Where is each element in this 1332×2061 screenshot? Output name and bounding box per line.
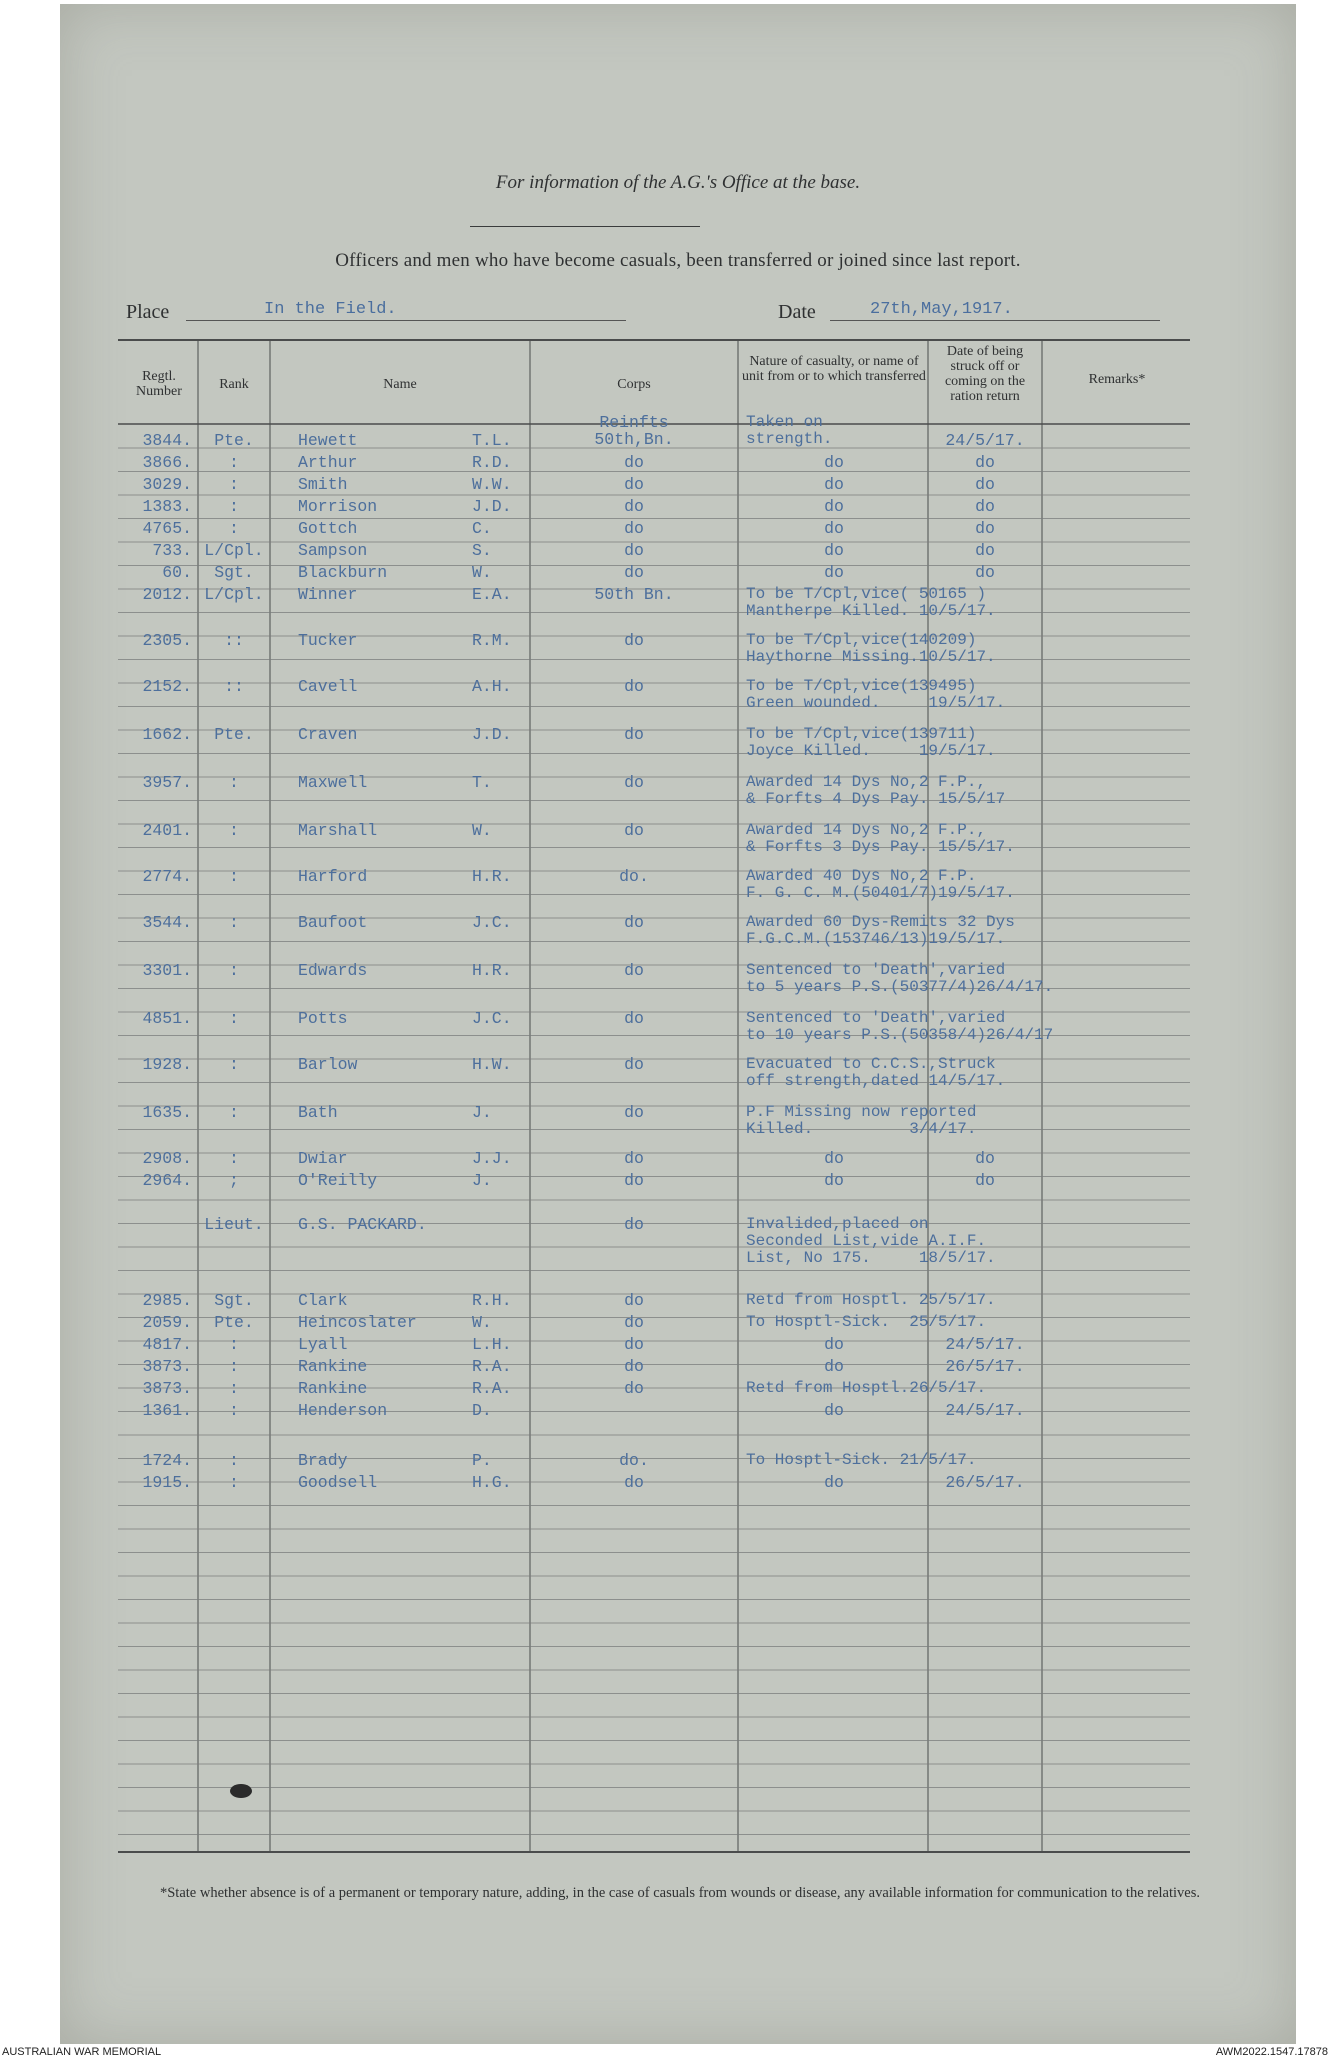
row-initials: H.R. bbox=[472, 961, 512, 980]
row-name: Arthur bbox=[298, 453, 358, 472]
row-rank: : bbox=[229, 497, 239, 516]
row-regtl-number: 3029. bbox=[142, 475, 192, 494]
row-initials: A.H. bbox=[472, 677, 512, 696]
row-initials: H.R. bbox=[472, 867, 512, 886]
row-rank: : bbox=[229, 1055, 239, 1074]
row-rank: : bbox=[229, 867, 239, 886]
row-initials: R.A. bbox=[472, 1379, 512, 1398]
ink-blot bbox=[230, 1784, 252, 1798]
row-nature: Awarded 60 Dys-Remits 32 Dys F.G.C.M.(153746/13)19/5/17. bbox=[746, 913, 1015, 948]
row-regtl-number: 1383. bbox=[142, 497, 192, 516]
date-label: Date bbox=[778, 301, 816, 323]
row-corps: do bbox=[624, 1055, 644, 1074]
row-regtl-number: 3866. bbox=[142, 453, 192, 472]
row-regtl-number: 2964. bbox=[142, 1171, 192, 1190]
row-rank: Pte. bbox=[214, 725, 254, 744]
row-regtl-number: 3957. bbox=[142, 773, 192, 792]
row-corps: do bbox=[624, 821, 644, 840]
row-rank: : bbox=[229, 1473, 239, 1492]
row-nature: Awarded 14 Dys No,2 F.P., & Forfts 4 Dys Pay. 15/5/17 bbox=[746, 773, 1006, 808]
row-name: Lyall bbox=[298, 1335, 348, 1354]
row-corps: do bbox=[624, 1103, 644, 1122]
row-corps: do bbox=[624, 1473, 644, 1492]
row-initials: R.A. bbox=[472, 1357, 512, 1376]
row-rank: : bbox=[229, 961, 239, 980]
row-nature: Evacuated to C.C.S.,Struck off strength,dated 14/5/17. bbox=[746, 1055, 1006, 1090]
row-initials: W. bbox=[472, 563, 492, 582]
row-nature: do bbox=[824, 563, 844, 582]
date-value: 27th,May,1917. bbox=[870, 300, 1013, 319]
row-initials: L.H. bbox=[472, 1335, 512, 1354]
row-regtl-number: 2774. bbox=[142, 867, 192, 886]
row-corps: do bbox=[624, 497, 644, 516]
row-regtl-number: 2401. bbox=[142, 821, 192, 840]
row-corps: do bbox=[624, 677, 644, 696]
row-name: Potts bbox=[298, 1009, 348, 1028]
row-name: Rankine bbox=[298, 1357, 368, 1376]
row-rank: : bbox=[229, 1401, 239, 1420]
row-name: Maxwell bbox=[298, 773, 368, 792]
row-initials: H.W. bbox=[472, 1055, 512, 1074]
row-initials: W.W. bbox=[472, 475, 512, 494]
row-rank: ; bbox=[229, 1171, 239, 1190]
row-regtl-number: 1662. bbox=[142, 725, 192, 744]
row-date: do bbox=[975, 497, 995, 516]
row-nature: P.F Missing now reported Killed. 3/4/17. bbox=[746, 1103, 977, 1138]
row-corps: do bbox=[624, 1215, 644, 1234]
row-regtl-number: 4765. bbox=[142, 519, 192, 538]
row-initials: J.C. bbox=[472, 1009, 512, 1028]
row-date: do bbox=[975, 541, 995, 560]
row-date: do bbox=[975, 519, 995, 538]
row-name: Blackburn bbox=[298, 563, 388, 582]
row-name: Henderson bbox=[298, 1401, 388, 1420]
row-nature: do bbox=[824, 1357, 844, 1376]
row-initials: H.G. bbox=[472, 1473, 512, 1492]
row-nature: do bbox=[824, 1335, 844, 1354]
row-date: 24/5/17. bbox=[945, 431, 1025, 450]
row-regtl-number: 1361. bbox=[142, 1401, 192, 1420]
place-value: In the Field. bbox=[264, 300, 397, 319]
row-regtl-number: 1635. bbox=[142, 1103, 192, 1122]
row-name: Rankine bbox=[298, 1379, 368, 1398]
row-name: Harford bbox=[298, 867, 368, 886]
row-name: G.S. PACKARD. bbox=[298, 1215, 427, 1234]
row-date: do bbox=[975, 1149, 995, 1168]
row-regtl-number: 1928. bbox=[142, 1055, 192, 1074]
row-date: do bbox=[975, 1171, 995, 1190]
row-name: Heincoslater bbox=[298, 1313, 417, 1332]
row-nature: do bbox=[824, 497, 844, 516]
row-corps: 50th Bn. bbox=[594, 585, 674, 604]
row-name: Baufoot bbox=[298, 913, 368, 932]
row-regtl-number: 2152. bbox=[142, 677, 192, 696]
row-nature: Invalided,placed on Seconded List,vide A.I.F. List, No 175. 18/5/17. bbox=[746, 1215, 996, 1267]
row-name: Craven bbox=[298, 725, 358, 744]
row-rank: : bbox=[229, 1103, 239, 1122]
row-regtl-number: 4817. bbox=[142, 1335, 192, 1354]
header-rank: Rank bbox=[219, 377, 249, 392]
row-corps: do bbox=[624, 1149, 644, 1168]
row-regtl-number: 3873. bbox=[142, 1379, 192, 1398]
row-corps: do bbox=[624, 1009, 644, 1028]
row-corps: do bbox=[624, 1379, 644, 1398]
row-initials: J. bbox=[472, 1103, 492, 1122]
row-initials: J.D. bbox=[472, 725, 512, 744]
row-regtl-number: 2012. bbox=[142, 585, 192, 604]
row-rank: : bbox=[229, 453, 239, 472]
row-name: Sampson bbox=[298, 541, 368, 560]
row-nature: Sentenced to 'Death',varied to 10 years P.S.(50358/4)26/4/17 bbox=[746, 1009, 1054, 1044]
row-name: Morrison bbox=[298, 497, 378, 516]
row-rank: : bbox=[229, 821, 239, 840]
row-regtl-number: 3844. bbox=[142, 431, 192, 450]
row-corps: do bbox=[624, 961, 644, 980]
row-regtl-number: 1724. bbox=[142, 1451, 192, 1470]
archive-caption-left: AUSTRALIAN WAR MEMORIAL bbox=[2, 2046, 162, 2058]
page-heading: For information of the A.G.'s Office at the base. bbox=[495, 172, 861, 193]
row-name: Brady bbox=[298, 1451, 348, 1470]
row-name: Marshall bbox=[298, 821, 378, 840]
header-date-struck: Date of being struck off or coming on the ration return bbox=[944, 344, 1026, 404]
row-nature: do bbox=[824, 1149, 844, 1168]
row-name: Cavell bbox=[298, 677, 358, 696]
row-rank: Sgt. bbox=[214, 1291, 254, 1310]
row-corps: do bbox=[624, 1313, 644, 1332]
row-corps: do bbox=[624, 475, 644, 494]
row-rank: :: bbox=[224, 677, 244, 696]
row-corps: do bbox=[624, 1357, 644, 1376]
row-initials: R.H. bbox=[472, 1291, 512, 1310]
row-rank: Pte. bbox=[214, 431, 254, 450]
row-rank: : bbox=[229, 1149, 239, 1168]
row-regtl-number: 4851. bbox=[142, 1009, 192, 1028]
row-rank: : bbox=[229, 1357, 239, 1376]
row-initials: W. bbox=[472, 1313, 492, 1332]
row-initials: T.L. bbox=[472, 431, 512, 450]
row-corps: do bbox=[624, 563, 644, 582]
row-rank: Sgt. bbox=[214, 563, 254, 582]
row-nature: To be T/Cpl,vice( 50165 ) Mantherpe Killed. 10/5/17. bbox=[746, 585, 996, 620]
row-name: Hewett bbox=[298, 431, 358, 450]
row-initials: E.A. bbox=[472, 585, 512, 604]
row-name: O'Reilly bbox=[298, 1171, 378, 1190]
header-regtl-number: Regtl. Number bbox=[136, 369, 182, 399]
document-page bbox=[60, 4, 1296, 2044]
row-nature: To Hosptl-Sick. 21/5/17. bbox=[746, 1451, 977, 1469]
row-date: 24/5/17. bbox=[945, 1401, 1025, 1420]
row-date: 26/5/17. bbox=[945, 1357, 1025, 1376]
row-nature: To be T/Cpl,vice(139495) Green wounded. 19/5/17. bbox=[746, 677, 1006, 712]
row-corps: do bbox=[624, 1291, 644, 1310]
row-rank: : bbox=[229, 519, 239, 538]
row-name: Dwiar bbox=[298, 1149, 348, 1168]
row-date: 24/5/17. bbox=[945, 1335, 1025, 1354]
row-nature: do bbox=[824, 519, 844, 538]
row-rank: Pte. bbox=[214, 1313, 254, 1332]
row-name: Smith bbox=[298, 475, 348, 494]
row-regtl-number: 733. bbox=[152, 541, 192, 560]
row-rank: : bbox=[229, 773, 239, 792]
row-regtl-number: 2305. bbox=[142, 631, 192, 650]
row-rank: : bbox=[229, 913, 239, 932]
row-name: Bath bbox=[298, 1103, 338, 1122]
row-initials: J. bbox=[472, 1171, 492, 1190]
row-rank: L/Cpl. bbox=[204, 585, 264, 604]
row-corps: do. bbox=[619, 867, 649, 886]
header-nature: Nature of casualty, or name of unit from or to which transferred bbox=[742, 354, 926, 384]
row-rank: L/Cpl. bbox=[204, 541, 264, 560]
footnote: *State whether absence is of a permanent or temporary nature, adding, in the case of casuals from wounds or disease, any available information for communication to the relatives. bbox=[159, 1885, 1201, 1901]
header-remarks: Remarks* bbox=[1088, 372, 1146, 387]
row-rank: : bbox=[229, 1335, 239, 1354]
row-name: Edwards bbox=[298, 961, 368, 980]
row-nature: Awarded 14 Dys No,2 F.P., & Forfts 3 Dys Pay. 15/5/17. bbox=[746, 821, 1015, 856]
row-initials: C. bbox=[472, 519, 492, 538]
row-rank: :: bbox=[224, 631, 244, 650]
row-nature: Awarded 40 Dys No,2 F.P. F. G. C. M.(50401/7)19/5/17. bbox=[746, 867, 1015, 902]
row-name: Goodsell bbox=[298, 1473, 378, 1492]
row-regtl-number: 3544. bbox=[142, 913, 192, 932]
row-regtl-number: 3301. bbox=[142, 961, 192, 980]
row-rank: : bbox=[229, 1009, 239, 1028]
archive-caption-right: AWM2022.1547.17878 bbox=[1215, 2046, 1328, 2058]
row-initials: J.C. bbox=[472, 913, 512, 932]
row-initials: W. bbox=[472, 821, 492, 840]
row-corps: do bbox=[624, 519, 644, 538]
header-corps: Corps bbox=[617, 377, 651, 392]
row-initials: T. bbox=[472, 773, 492, 792]
row-name: Clark bbox=[298, 1291, 348, 1310]
row-corps: do bbox=[624, 725, 644, 744]
row-nature: Retd from Hosptl.26/5/17. bbox=[746, 1379, 987, 1397]
row-date: 26/5/17. bbox=[945, 1473, 1025, 1492]
row-rank: Lieut. bbox=[204, 1215, 264, 1234]
row-initials: S. bbox=[472, 541, 492, 560]
row-regtl-number: 60. bbox=[162, 563, 192, 582]
row-nature: do bbox=[824, 1171, 844, 1190]
row-initials: R.D. bbox=[472, 453, 512, 472]
row-name: Barlow bbox=[298, 1055, 358, 1074]
row-regtl-number: 2908. bbox=[142, 1149, 192, 1168]
row-nature: do bbox=[824, 1473, 844, 1492]
row-corps: do bbox=[624, 541, 644, 560]
row-regtl-number: 2985. bbox=[142, 1291, 192, 1310]
row-corps: do bbox=[624, 773, 644, 792]
row-nature: To Hosptl-Sick. 25/5/17. bbox=[746, 1313, 987, 1331]
row-corps: do. bbox=[619, 1451, 649, 1470]
row-corps: do bbox=[624, 1335, 644, 1354]
row-regtl-number: 2059. bbox=[142, 1313, 192, 1332]
row-rank: : bbox=[229, 475, 239, 494]
row-nature: To be T/Cpl,vice(140209) Haythorne Missing.10/5/17. bbox=[746, 631, 996, 666]
row-nature: Taken on strength. bbox=[746, 413, 833, 448]
row-corps: do bbox=[624, 453, 644, 472]
row-nature: do bbox=[824, 1401, 844, 1420]
row-regtl-number: 3873. bbox=[142, 1357, 192, 1376]
row-corps: do bbox=[624, 631, 644, 650]
row-nature: Retd from Hosptl. 25/5/17. bbox=[746, 1291, 996, 1309]
row-date: do bbox=[975, 475, 995, 494]
row-date: do bbox=[975, 453, 995, 472]
row-initials: D. bbox=[472, 1401, 492, 1420]
row-initials: J.J. bbox=[472, 1149, 512, 1168]
row-corps: do bbox=[624, 913, 644, 932]
row-corps: Reinfts 50th,Bn. bbox=[594, 413, 674, 449]
row-rank: : bbox=[229, 1379, 239, 1398]
row-initials: R.M. bbox=[472, 631, 512, 650]
row-name: Tucker bbox=[298, 631, 358, 650]
row-date: do bbox=[975, 563, 995, 582]
row-nature: do bbox=[824, 541, 844, 560]
row-nature: To be T/Cpl,vice(139711) Joyce Killed. 19/5/17. bbox=[746, 725, 996, 760]
page-subheading: Officers and men who have become casuals, been transferred or joined since last report. bbox=[335, 250, 1021, 271]
place-label: Place bbox=[126, 301, 170, 323]
row-name: Winner bbox=[298, 585, 358, 604]
header-name: Name bbox=[383, 377, 417, 392]
row-nature: Sentenced to 'Death',varied to 5 years P.S.(50377/4)26/4/17. bbox=[746, 961, 1054, 996]
row-initials: P. bbox=[472, 1451, 492, 1470]
row-initials: J.D. bbox=[472, 497, 512, 516]
row-nature: do bbox=[824, 453, 844, 472]
row-name: Gottch bbox=[298, 519, 358, 538]
row-rank: : bbox=[229, 1451, 239, 1470]
row-regtl-number: 1915. bbox=[142, 1473, 192, 1492]
row-corps: do bbox=[624, 1171, 644, 1190]
row-nature: do bbox=[824, 475, 844, 494]
